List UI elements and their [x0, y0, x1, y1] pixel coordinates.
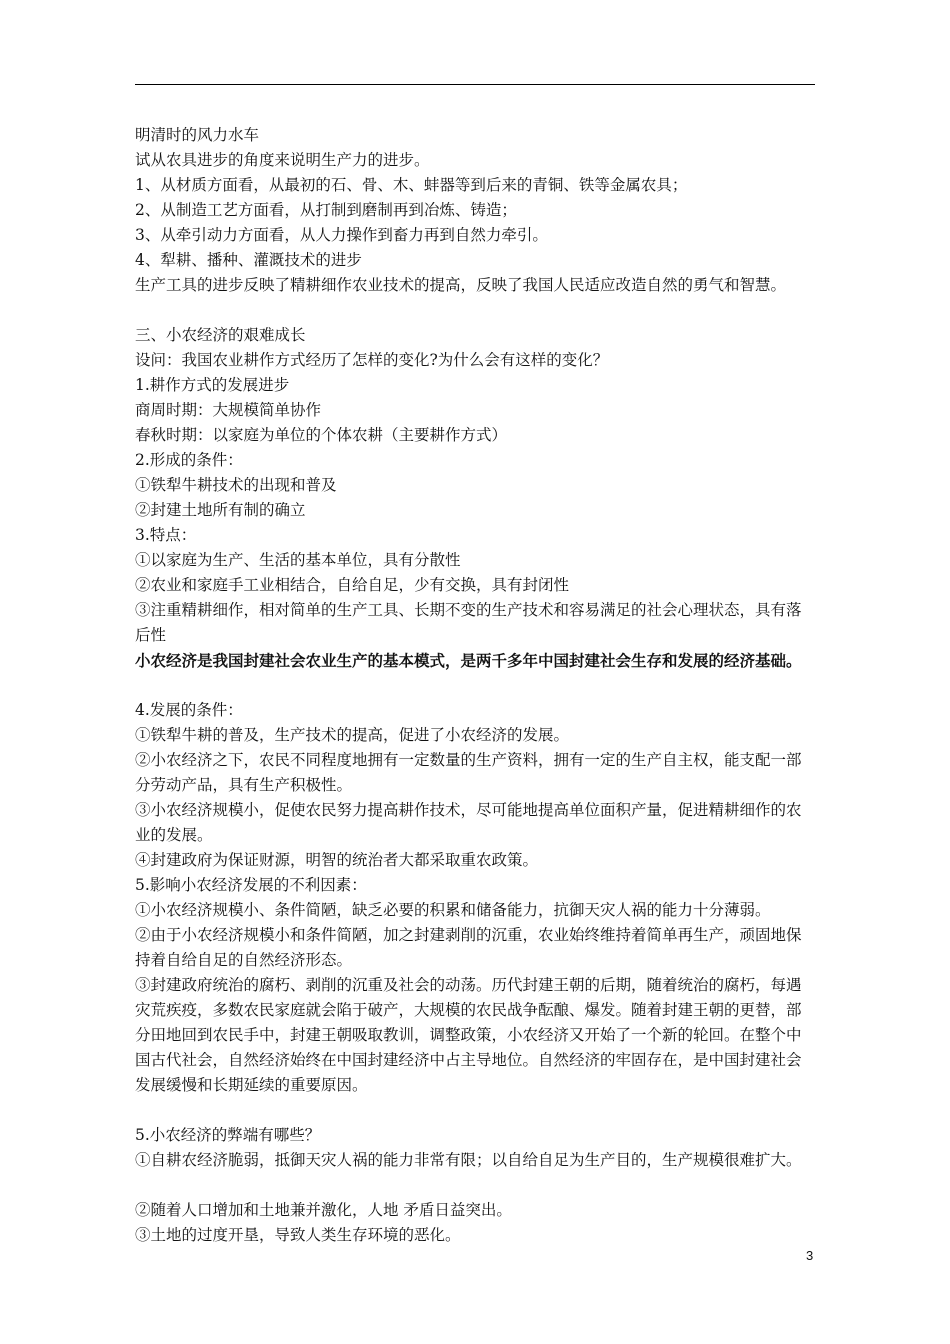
paragraph: ②由于小农经济规模小和条件简陋，加之封建剥削的沉重，农业始终维持着简单再生产，顽固地保持着自给自足的自然经济形态。 — [135, 926, 802, 969]
paragraph: ③封建政府统治的腐朽、剥削的沉重及社会的动荡。历代封建王朝的后期，随着统治的腐朽，每遇灾荒疾疫，多数农民家庭就会陷于破产，大规模的农民战争酝酿、爆发。随着封建王朝的更替，部分田地回到农民手中，封建王朝吸取教训，调整政策，小农经济又开始了一个新的轮回。在整个中国古代社会，自然经济始终在中国封建经济中占主导地位。自然经济的牢固存在，是中国封建社会发展缓慢和长期延续的重要原因。 — [135, 976, 802, 1094]
text-line: 5.影响小农经济发展的不利因素： — [135, 876, 367, 894]
document-body — [135, 123, 815, 1248]
key-statement: 小农经济是我国封建社会农业生产的基本模式，是两千多年中国封建社会生存和发展的经济基础。 — [135, 651, 802, 670]
text-line: ②封建土地所有制的确立 — [135, 501, 306, 519]
text-line: 春秋时期：以家庭为单位的个体农耕（主要耕作方式） — [135, 426, 508, 444]
text-line: 4.发展的条件： — [135, 701, 243, 719]
text-line: 2、从制造工艺方面看，从打制到磨制再到冶炼、铸造； — [135, 201, 517, 219]
section-heading: 三、小农经济的艰难成长 — [135, 326, 306, 344]
text-line: ①以家庭为生产、生活的基本单位，具有分散性 — [135, 551, 461, 569]
text-line: 试从农具进步的角度来说明生产力的进步。 — [135, 151, 430, 169]
text-line: 明清时的风力水车 — [135, 126, 260, 144]
text-line: ④封建政府为保证财源，明智的统治者大都采取重农政策。 — [135, 851, 539, 869]
text-line: 1、从材质方面看，从最初的石、骨、木、蚌器等到后来的青铜、铁等金属农具； — [135, 176, 688, 194]
text-line: 3.特点： — [135, 526, 197, 544]
paragraph: ③注重精耕细作，相对简单的生产工具、长期不变的生产技术和容易满足的社会心理状态，具有落后性 — [135, 601, 802, 644]
paragraph: 生产工具的进步反映了精耕细作农业技术的提高，反映了我国人民适应改造自然的勇气和智慧。 — [135, 276, 787, 294]
paragraph: ③小农经济规模小，促使农民努力提高耕作技术，尽可能地提高单位面积产量，促进精耕细作的农业的发展。 — [135, 801, 802, 844]
header-rule — [135, 84, 815, 85]
text-line: ①小农经济规模小、条件简陋，缺乏必要的积累和储备能力，抗御天灾人祸的能力十分薄弱。 — [135, 901, 771, 919]
text-line: ①铁犁牛耕技术的出现和普及 — [135, 476, 337, 494]
text-line: 设问：我国农业耕作方式经历了怎样的变化?为什么会有这样的变化？ — [135, 351, 609, 369]
text-line: ①铁犁牛耕的普及，生产技术的提高，促进了小农经济的发展。 — [135, 726, 570, 744]
text-line: 5.小农经济的弊端有哪些？ — [135, 1126, 321, 1144]
text-line: 4、犁耕、播种、灌溉技术的进步 — [135, 251, 362, 269]
text-line: 1.耕作方式的发展进步 — [135, 376, 290, 394]
text-line: ③土地的过度开垦，导致人类生存环境的恶化。 — [135, 1226, 461, 1244]
paragraph: ①自耕农经济脆弱，抵御天灾人祸的能力非常有限；以自给自足为生产目的，生产规模很难扩大。 — [135, 1151, 802, 1169]
text-line: 商周时期：大规模简单协作 — [135, 401, 322, 419]
text-line: ②随着人口增加和土地兼并激化，人地 矛盾日益突出。 — [135, 1201, 512, 1219]
paragraph: ②小农经济之下，农民不同程度地拥有一定数量的生产资料，拥有一定的生产自主权，能支配一部分劳动产品，具有生产积极性。 — [135, 751, 802, 794]
text-line: 3、从牵引动力方面看，从人力操作到畜力再到自然力牵引。 — [135, 226, 548, 244]
text-line: 2.形成的条件： — [135, 451, 243, 469]
page-number: 3 — [806, 1248, 814, 1263]
text-line: ②农业和家庭手工业相结合，自给自足，少有交换，具有封闭性 — [135, 576, 570, 594]
